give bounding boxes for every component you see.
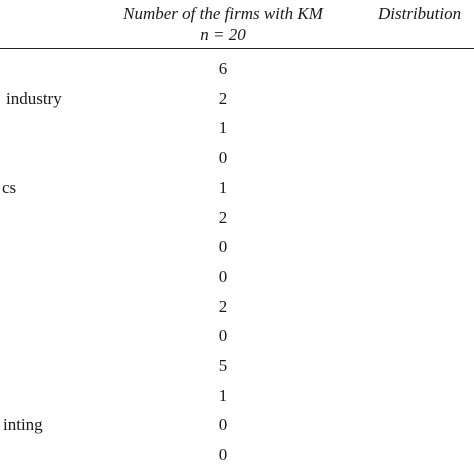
column-header-km-line2: n = 20 (200, 25, 246, 44)
row-km-count: 0 (218, 326, 228, 346)
row-km-count: 0 (218, 148, 228, 168)
column-header-km-firms (98, 3, 348, 45)
row-km-count: 6 (218, 59, 228, 78)
row-km-count: 2 (218, 296, 228, 316)
table-row (0, 175, 474, 201)
row-km-count: 0 (218, 237, 228, 257)
table-row (0, 294, 474, 320)
table-row (0, 442, 474, 468)
row-km-count: 1 (218, 118, 228, 138)
row-km-count: 5 (218, 356, 228, 375)
table-row (0, 86, 474, 112)
row-km-count: 0 (218, 266, 228, 286)
row-km-count: 2 (218, 207, 228, 227)
table-row (0, 353, 474, 379)
row-label: inting (3, 415, 43, 435)
row-km-count: 2 (218, 88, 228, 108)
table-row (0, 56, 474, 82)
table-row (0, 234, 474, 260)
row-km-count: 1 (218, 177, 228, 197)
table-row (0, 412, 474, 438)
column-header-km-line1: Number of the firms with KM (123, 4, 323, 23)
table-row (0, 323, 474, 349)
row-km-count: 0 (218, 445, 228, 465)
row-label: cs (2, 177, 17, 197)
table-row (0, 145, 474, 171)
row-km-count: 1 (218, 385, 228, 405)
header-rule (0, 48, 474, 49)
table-row (0, 264, 474, 290)
table-row (0, 383, 474, 409)
column-header-distribution: Distribution (378, 4, 462, 23)
table-row (0, 115, 474, 141)
table-row (0, 205, 474, 231)
row-label: industry (6, 88, 62, 108)
row-km-count: 0 (218, 415, 228, 435)
